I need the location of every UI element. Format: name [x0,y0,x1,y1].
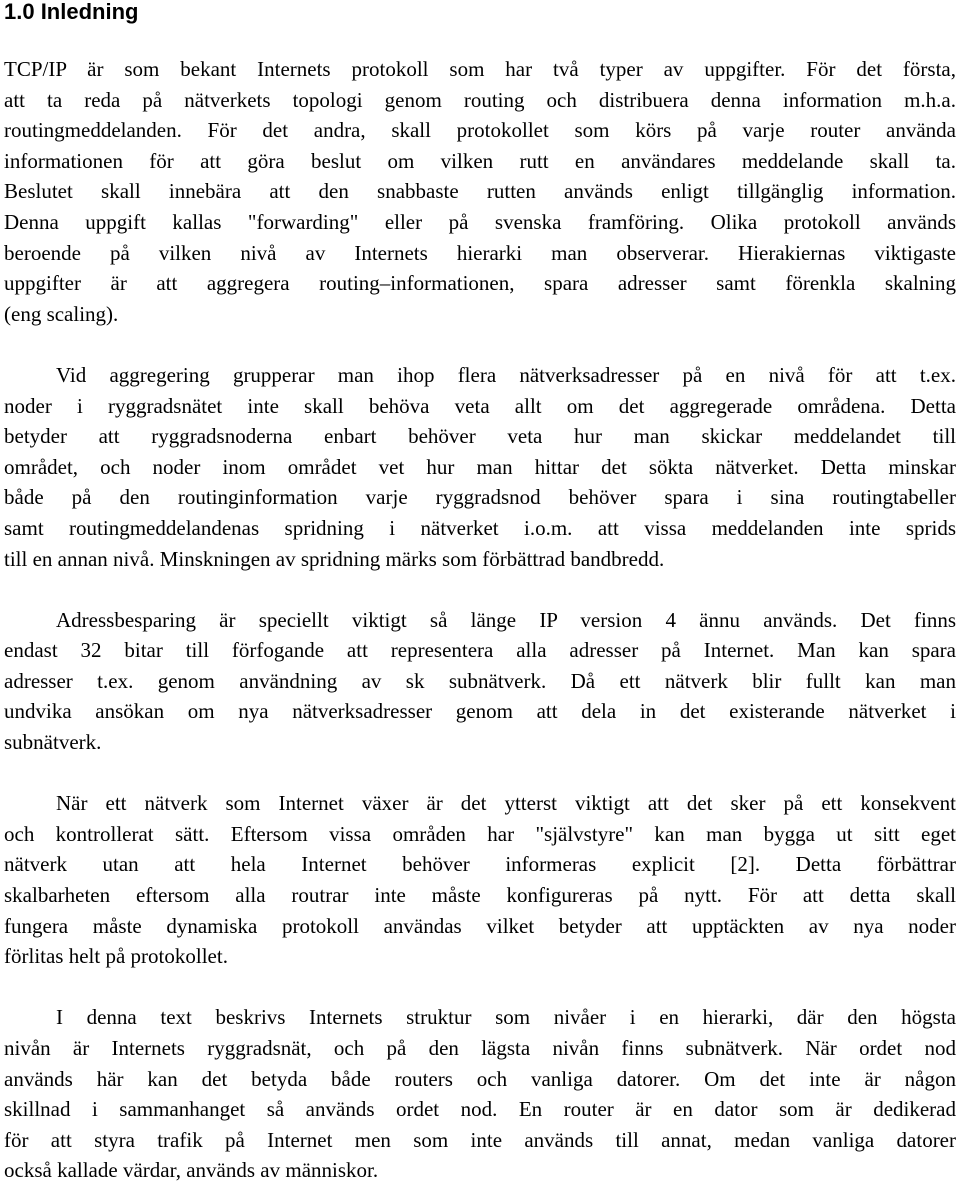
text-line: till en annan nivå. Minskningen av spridning märks som förbättrad bandbredd. [4,546,665,571]
text-line: både på den routinginformation varje ryggradsnod behöver spara i sina routingtabeller [4,485,956,510]
paragraph-4 [4,788,956,972]
text-line: fungera måste dynamiska protokoll användas vilket betyder att upptäckten av nya noder [4,913,956,938]
text-line: Denna uppgift kallas "forwarding" eller på svenska framföring. Olika protokoll används [4,209,956,234]
text-line: endast 32 bitar till förfogande att representera alla adresser på Internet. Man kan spara [4,638,956,663]
text-line: också kallade värdar, används av människor. [4,1158,379,1183]
text-line: undvika ansökan om nya nätverksadresser genom att dela in det existerande nätverket i [4,699,956,724]
text-line: routingmeddelanden. För det andra, skall protokollet som körs på varje router använda [4,118,956,143]
text-line: nivån är Internets ryggradsnät, och på den lägsta nivån finns subnätverk. När ordet nod [4,1036,956,1060]
text-line: adresser t.ex. genom användning av sk subnätverk. Då ett nätverk blir fullt kan man [4,668,956,693]
paragraph-2 [4,360,956,574]
text-line: När ett nätverk som Internet växer är det ytterst viktigt att det sker på ett konsekvent [56,791,956,816]
text-line: förlitas helt på protokollet. [4,944,228,969]
text-line: för att styra trafik på Internet men som inte används till annat, medan vanliga datorer [4,1127,956,1152]
document-page [4,0,956,1186]
text-line: Vid aggregering grupperar man ihop flera nätverksadresser på en nivå för att t.ex. [56,362,956,387]
text-line: samt routingmeddelandenas spridning i nätverket i.o.m. att vissa meddelanden inte sprids [4,515,956,540]
text-line: I denna text beskrivs Internets struktur som nivåer i en hierarki, där den högsta [56,1005,956,1030]
text-line: Beslutet skall innebära att den snabbaste rutten används enligt tillgänglig information. [4,179,956,204]
section-heading: 1.0 Inledning [4,0,139,24]
text-line: subnätverk. [4,730,102,755]
text-line: skillnad i sammanhanget så används ordet nod. En router är en dator som är dedikerad [4,1097,956,1122]
paragraph-3 [4,605,956,758]
paragraph-5 [4,1002,956,1186]
text-line: TCP/IP är som bekant Internets protokoll som har två typer av uppgifter. För det första, [4,57,956,81]
paragraph-1 [4,54,956,329]
text-line: att ta reda på nätverkets topologi genom routing och distribuera denna information m.h.a. [4,87,956,112]
text-line: beroende på vilken nivå av Internets hierarki man observerar. Hierakiernas viktigaste [4,240,956,265]
text-line: (eng scaling). [4,301,119,326]
text-line: betyder att ryggradsnoderna enbart behöver veta hur man skickar meddelandet till [4,424,956,449]
text-line: skalbarheten eftersom alla routrar inte måste konfigureras på nytt. För att detta skall [4,883,956,908]
text-line: och kontrollerat sätt. Eftersom vissa områden har "självstyre" kan man bygga ut sitt eget [4,821,956,846]
text-line: informationen för att göra beslut om vilken rutt en användares meddelande skall ta. [4,148,956,173]
text-line: området, och noder inom området vet hur man hittar det sökta nätverket. Detta minskar [4,454,956,479]
text-line: noder i ryggradsnätet inte skall behöva veta allt om det aggregerade områdena. Detta [4,393,956,418]
text-line: Adressbesparing är speciellt viktigt så länge IP version 4 ännu används. Det finns [56,607,956,632]
text-line: uppgifter är att aggregera routing–informationen, spara adresser samt förenkla skalning [4,271,956,296]
text-line: används här kan det betyda både routers och vanliga datorer. Om det inte är någon [4,1066,956,1091]
text-line: nätverk utan att hela Internet behöver informeras explicit [2]. Detta förbättrar [4,852,956,877]
